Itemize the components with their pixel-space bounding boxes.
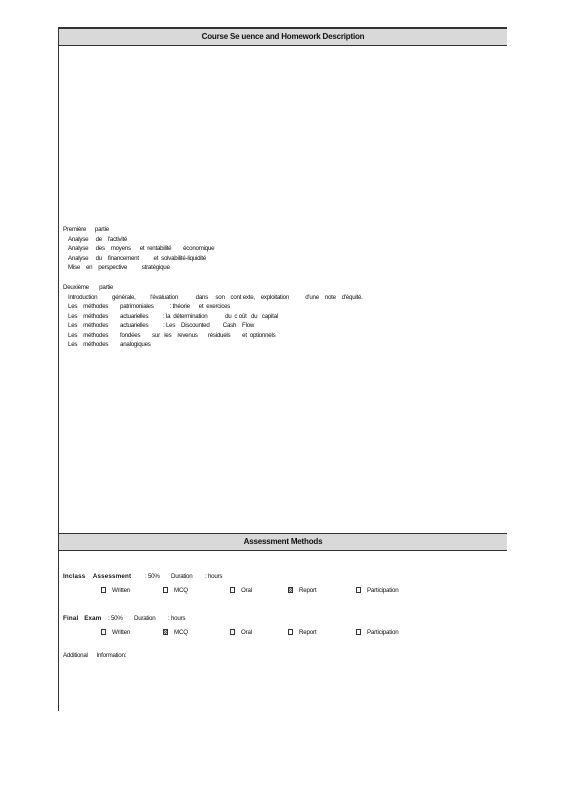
part2-line: Les méthodes fondées sur les revenus résiduels et optionnels bbox=[68, 331, 276, 339]
final-option-oral[interactable]: Oral bbox=[230, 629, 252, 636]
checkbox-icon[interactable] bbox=[356, 587, 361, 593]
checkbox-icon[interactable] bbox=[356, 629, 361, 635]
part1-title: Première partie bbox=[63, 226, 109, 233]
inclass-option-mcq[interactable]: MCQ bbox=[163, 587, 188, 594]
course-sequence-header: Course Se uence and Homework Description bbox=[59, 28, 507, 46]
final-exam-label: Final Exam bbox=[63, 615, 102, 622]
checkbox-icon[interactable] bbox=[163, 587, 168, 593]
part1-line: Analyse des moyens et rentabilité économique bbox=[68, 245, 215, 252]
additional-information-label: Additional Information: bbox=[63, 652, 127, 659]
final-option-participation[interactable]: Participation bbox=[356, 629, 398, 636]
inclass-duration-value: : hours bbox=[205, 573, 223, 580]
inclass-option-oral[interactable]: Oral bbox=[230, 587, 252, 594]
final-option-written[interactable]: Written bbox=[101, 629, 130, 636]
document-frame bbox=[58, 27, 507, 711]
part1-line: Mise en perspective stratégique bbox=[68, 264, 170, 271]
part2-line: Les méthodes patrimoniales : théorie et exercices bbox=[68, 303, 231, 310]
final-duration-value: : hours bbox=[168, 615, 186, 622]
inclass-option-participation[interactable]: Participation bbox=[356, 587, 398, 594]
checked-checkbox-icon[interactable] bbox=[288, 587, 293, 593]
final-option-report[interactable]: Report bbox=[288, 629, 316, 636]
assessment-methods-header: Assessment Methods bbox=[59, 533, 507, 551]
part1-line: Analyse du financement et solvabilité-liquidité bbox=[68, 254, 207, 262]
inclass-weight: : 50% bbox=[145, 573, 160, 580]
checkbox-icon[interactable] bbox=[101, 629, 106, 635]
part2-line: Introduction générale, l'évaluation dans son cont exte, exploitation d'une note d'équité. bbox=[68, 293, 363, 301]
part2-line: Les méthodes actuarielles : Les Discounted Cash Flow bbox=[68, 322, 255, 329]
part2-title: Deuxième partie bbox=[63, 284, 114, 291]
part2-line: Les méthodes analogiques bbox=[68, 341, 151, 348]
part2-line: Les méthodes actuarielles : la détermination du c oût du capital bbox=[68, 312, 278, 320]
final-option-mcq[interactable]: MCQ bbox=[163, 629, 188, 636]
inclass-assessment-label: Inclass Assessment bbox=[63, 573, 132, 580]
inclass-option-report[interactable]: Report bbox=[288, 587, 316, 594]
checkbox-icon[interactable] bbox=[230, 587, 235, 593]
final-weight: : 50% bbox=[108, 615, 123, 622]
checked-checkbox-icon[interactable] bbox=[163, 629, 168, 635]
final-duration-label: Duration bbox=[134, 615, 156, 622]
checkbox-icon[interactable] bbox=[288, 629, 293, 635]
inclass-option-written[interactable]: Written bbox=[101, 587, 130, 594]
checkbox-icon[interactable] bbox=[101, 587, 106, 593]
part1-line: Analyse de l'activité bbox=[68, 235, 128, 243]
checkbox-icon[interactable] bbox=[230, 629, 235, 635]
inclass-duration-label: Duration bbox=[171, 573, 193, 580]
